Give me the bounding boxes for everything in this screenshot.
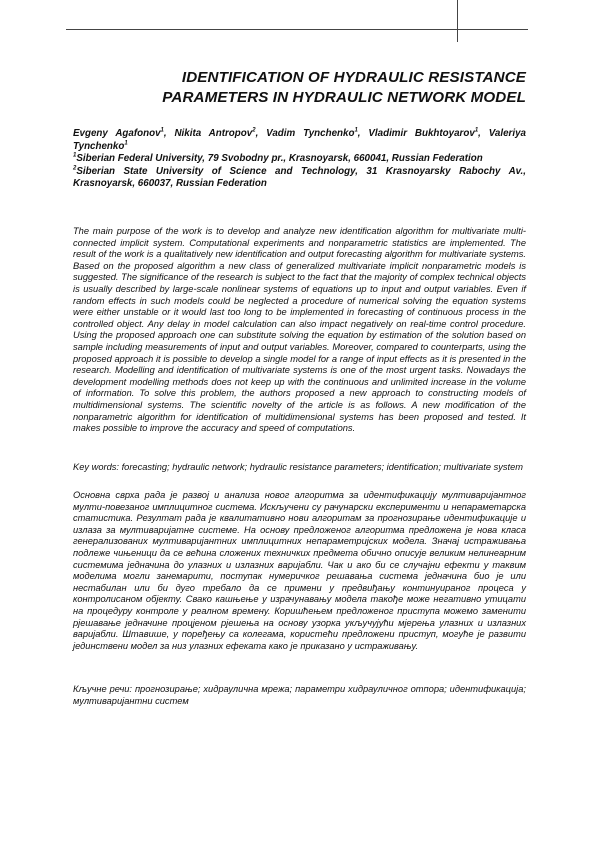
author-name: Nikita Antropov — [174, 128, 253, 139]
affiliation-text: Siberian Federal University, 79 Svobodny pr., Krasnoyarsk, 660041, Russian Federation — [76, 153, 483, 164]
author-name: Valeriya Tynchenko — [73, 128, 526, 152]
keywords-serbian: Кључне речи: прогнозирање; хидраулична мрежа; параметри хидрауличног отпора; идентификација; мултиваријантни систем — [73, 684, 526, 706]
affiliation-mark: 1 — [73, 152, 77, 159]
affiliation-2 — [73, 166, 526, 191]
author-separator: , — [255, 128, 267, 139]
author-block — [73, 128, 526, 191]
affiliation-mark: 1 — [354, 127, 358, 134]
crop-mark-horizontal — [66, 29, 528, 30]
title-line-1: IDENTIFICATION OF HYDRAULIC RESISTANCE — [181, 69, 526, 86]
author-separator: , — [478, 128, 489, 139]
affiliation-1 — [73, 153, 526, 166]
affiliation-mark: 1 — [160, 127, 164, 134]
affiliation-mark: 1 — [474, 127, 479, 134]
author-name: Vadim Tynchenko — [266, 128, 355, 139]
author-separator: , — [163, 128, 175, 139]
title-line-2: PARAMETERS IN HYDRAULIC NETWORK MODEL — [162, 89, 526, 106]
abstract-serbian: Основна сврха рада је развој и анализа новог алгоритма за идентификацију мултиваријантног мулти-повезаног имплицитног система. Искључени су рачунарски експерименти и непараметарска статистика. Резултат рада је квалитативно нови алгоритам за прогнозирање идентификације и излаза за мултиваријатне системе. На основу предложеног алгоритма предложена је нова класа генерализованих мултиваријантних имплицитних непараметријских модела. Значај истраживања подлеже чињеници да се већина сложених техничких предмета обично описује великим нелинеарним системима једначина до улазних и излазних варијабли. Чак и ако би се случајни ефекти у таквим моделима могли занемарити, поступак нумеричког решавања система једначина био је или нестабилан или би дуго требало да се примени у предвиђању континуираног процеса у контролисаном објекту. Свако кашњење у израчунавању модела такође може негативно утицати на процедуру контроле у реалном времену. Коришћењем предложеног приступа можемо заменити рјешавање једначине процјеном рјешења на основу узорка укључујући мјерења улазних и излазних варијабли. Штавише, у поређењу са колегама, користећи предложени приступ, могуће је развити јединствени модел за низ улазних ефеката како је приказано у истраживању. — [73, 490, 526, 651]
affiliation-text: Siberian State University of Science and Technology, 31 Krasnoyarsky Rabochy Av., Krasnoyarsk, 660037, Russian Federation — [73, 165, 526, 189]
crop-mark-vertical — [457, 0, 458, 42]
affiliation-mark: 1 — [124, 140, 128, 147]
keywords-english: Key words: forecasting; hydraulic network; hydraulic resistance parameters; identification; multivariate system — [73, 462, 524, 472]
author-separator: , — [357, 128, 369, 139]
affiliation-mark: 2 — [73, 165, 77, 172]
abstract-english: The main purpose of the work is to develop and analyze new identification algorithm for multivariate multi-connected implicit system. Computational experiments and nonparametric statistics are implemented. The result of the work is a qualitatively new identification and output forecasting algorithm for multivariate systems. Based on the proposed algorithm a new class of generalized multivariate implicit nonparametric models is suggested. The significance of the research is subject to the fact that the majority of complex technical objects is usually described by large-scale nonlinear systems of equations up to input and output variables. Even if random effects in such models could be neglected a procedure of numerical solving the equation systems were either unstable or it would last too long to be implemented in forecasting of continuous process in the controlled object. Any delay in model calculation can also impact negatively on real-time control procedure. Using the proposed approach one can substitute solving the equation by estimation of the solution based on sample including measurements of input and output variables. Moreover, compared to counterparts, using the proposed approach it is possible to develop a single model for a range of input effects as it is presented in the research. Modelling and identification of multivariate systems is one of the most urgent tasks. Nowadays the development modelling methods does not keep up with the continuous and unlimited increase in the volume of information. To solve this problem, the authors proposed a new approach to constructing models of multidimensional systems. The scientific novelty of the article is as follows. A new modification of the nonparametric algorithm for identification of multidimensional systems has been proposed and tested. It makes possible to improve the accuracy and speed of computations. — [73, 226, 526, 434]
author-list — [73, 128, 526, 153]
author-name: Vladimir Bukhtoyarov — [368, 128, 475, 139]
author-name: Evgeny Agafonov — [73, 128, 161, 139]
paper-title — [96, 68, 526, 108]
affiliation-mark: 2 — [252, 127, 256, 134]
